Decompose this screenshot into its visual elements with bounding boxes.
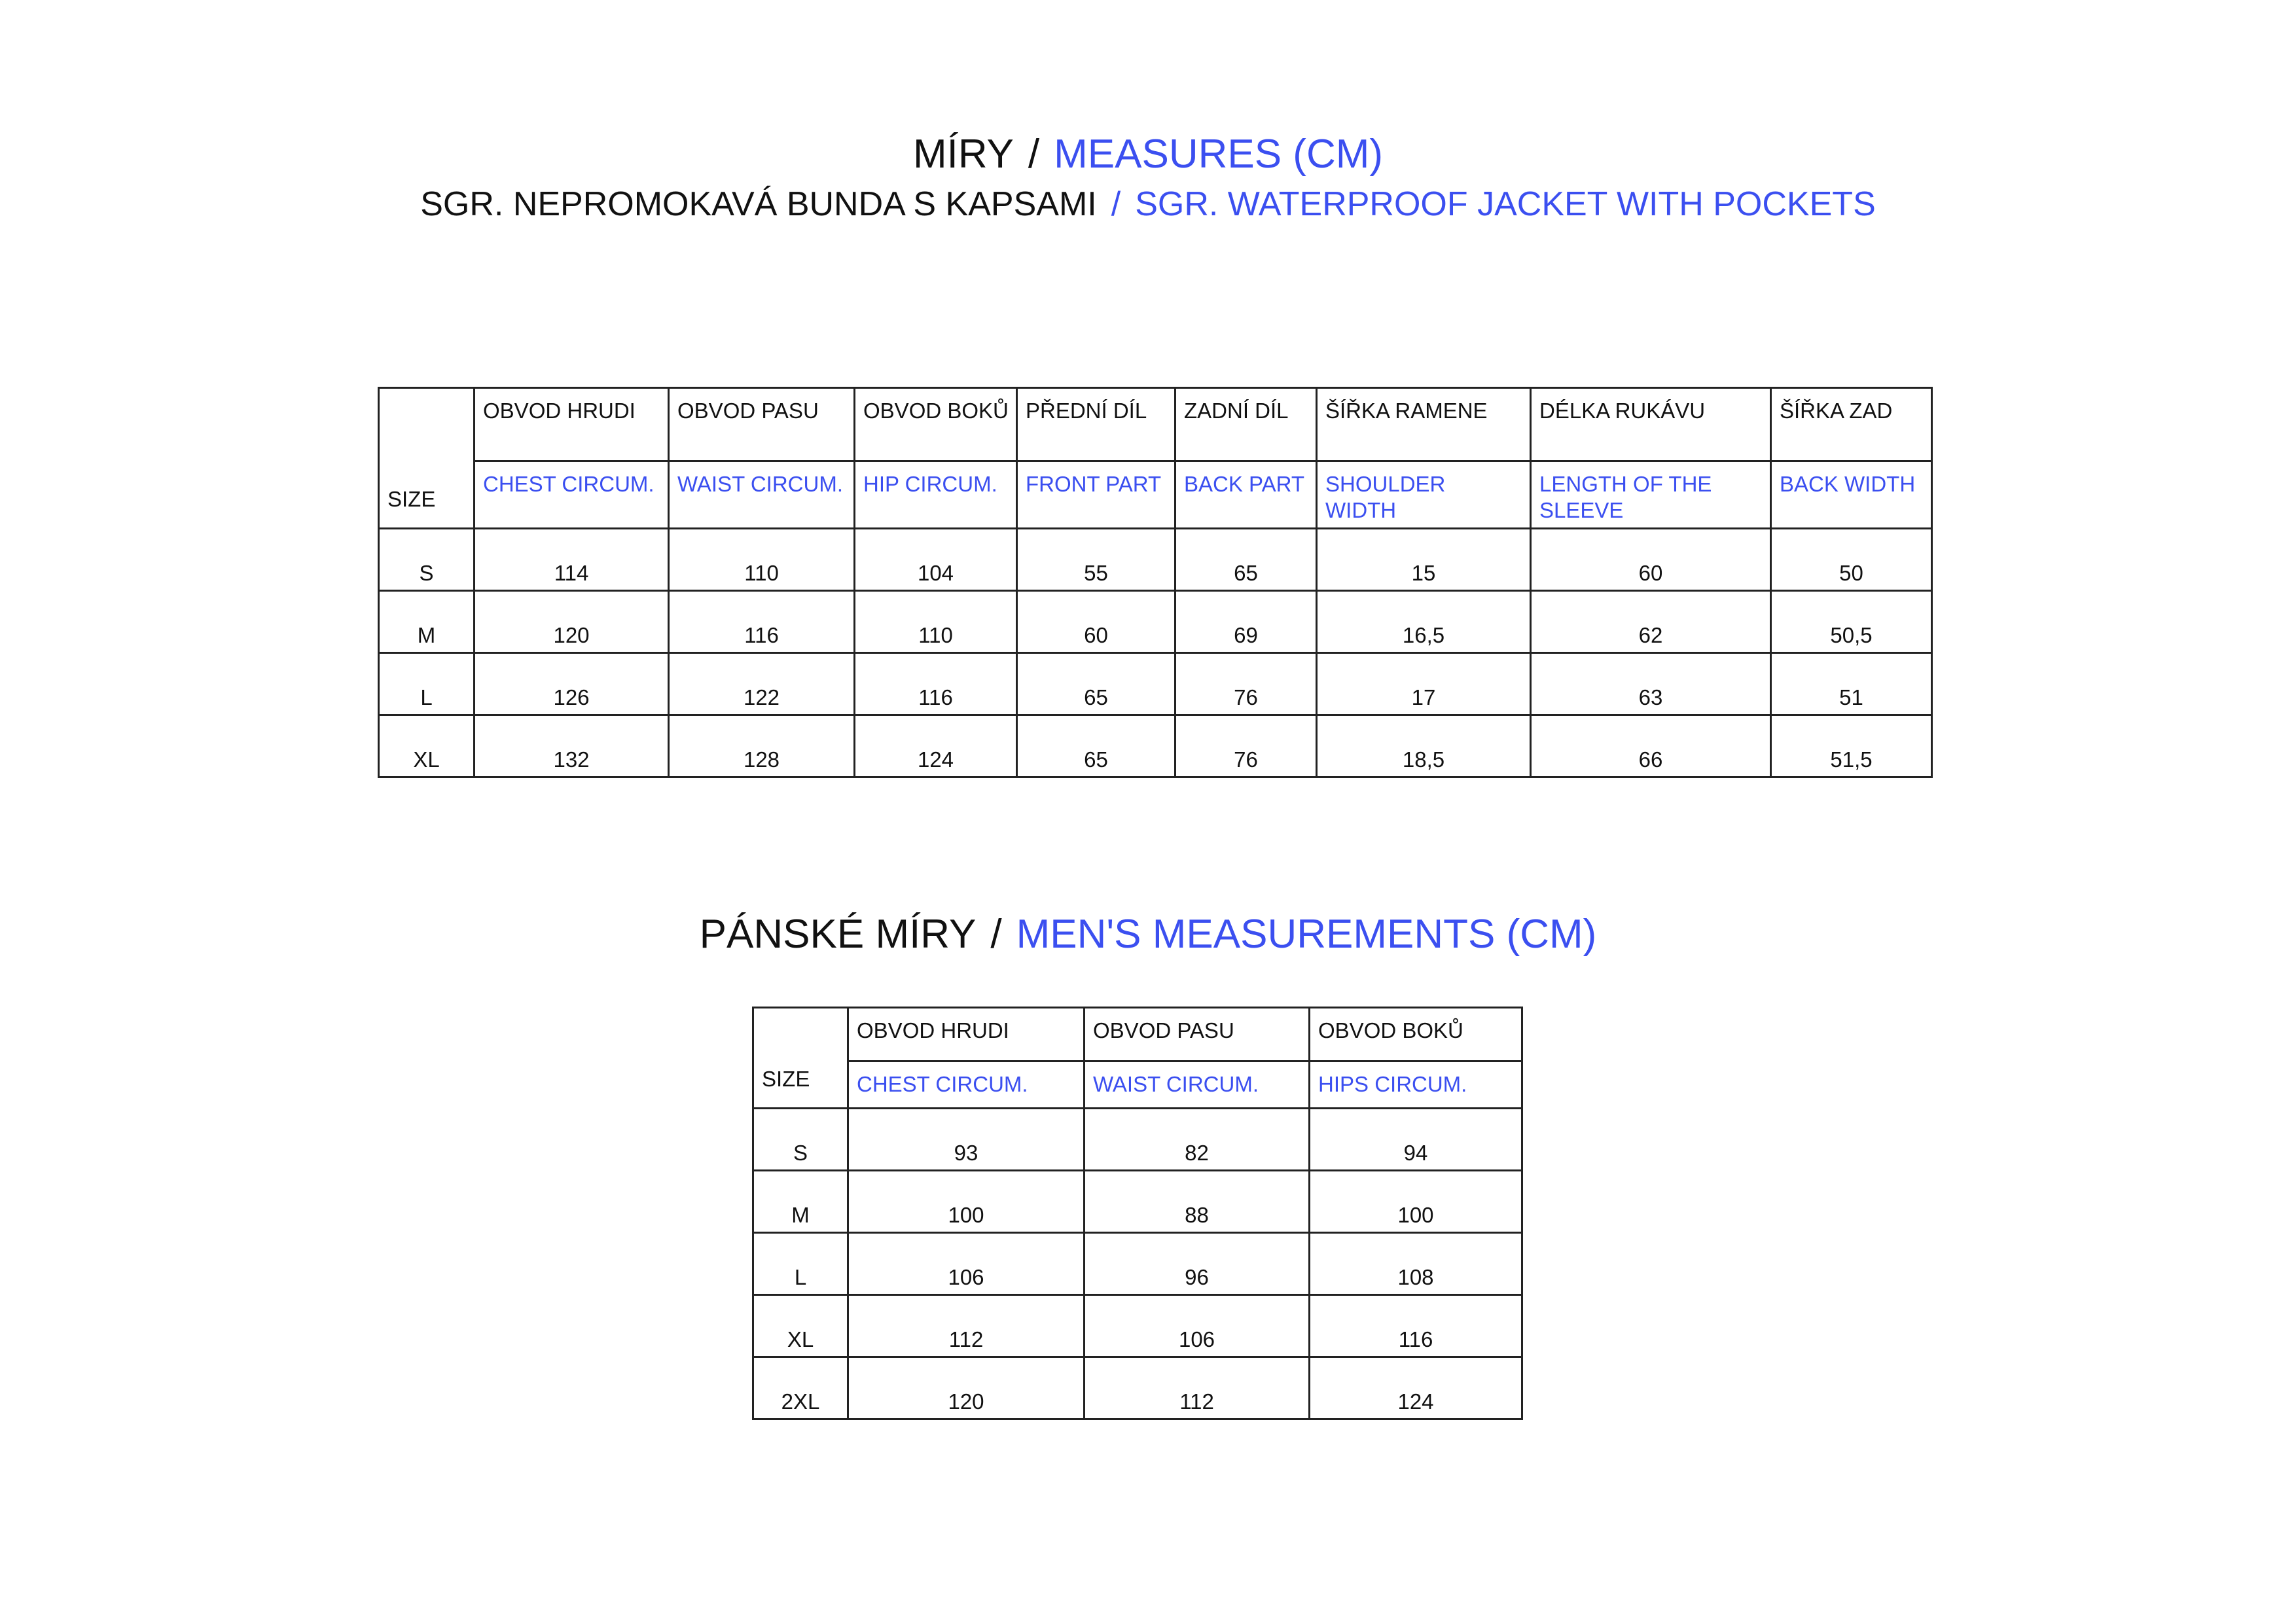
page-title [0, 131, 2296, 177]
men-size-table [752, 1007, 1523, 1420]
table-cell: 65 [1175, 529, 1317, 591]
table-cell: 112 [1085, 1357, 1310, 1419]
column-header-cz: OBVOD PASU [669, 388, 855, 461]
table-cell: 116 [855, 653, 1017, 715]
column-header-en: BACK WIDTH [1771, 461, 1932, 529]
table-cell: 116 [669, 591, 855, 653]
jacket-size-table [378, 387, 1933, 778]
table-cell: 65 [1017, 715, 1175, 777]
table-cell: 60 [1531, 529, 1771, 591]
column-header-cz: OBVOD HRUDI [475, 388, 669, 461]
table-cell: 50 [1771, 529, 1932, 591]
size-label: XL [753, 1295, 848, 1357]
size-header: SIZE [753, 1008, 848, 1109]
table-row [753, 1171, 1522, 1233]
table-cell: 100 [848, 1171, 1085, 1233]
column-header-cz: OBVOD BOKŮ [1310, 1008, 1522, 1061]
size-label: 2XL [753, 1357, 848, 1419]
size-label: XL [379, 715, 475, 777]
title-en: MEASURES (CM) [1054, 132, 1384, 177]
column-header-cz: PŘEDNÍ DÍL [1017, 388, 1175, 461]
table-cell: 108 [1310, 1233, 1522, 1295]
title-cz: MÍRY [912, 132, 1014, 177]
table-cell: 50,5 [1771, 591, 1932, 653]
table-cell: 16,5 [1317, 591, 1531, 653]
table-cell: 88 [1085, 1171, 1310, 1233]
table-cell: 94 [1310, 1109, 1522, 1171]
table-cell: 51 [1771, 653, 1932, 715]
size-label: L [379, 653, 475, 715]
table-cell: 76 [1175, 715, 1317, 777]
table-row [753, 1295, 1522, 1357]
table-cell: 124 [1310, 1357, 1522, 1419]
table-cell: 106 [1085, 1295, 1310, 1357]
column-header-cz: DÉLKA RUKÁVU [1531, 388, 1771, 461]
size-label: L [753, 1233, 848, 1295]
men-title-cz: PÁNSKÉ MÍRY [699, 912, 977, 957]
column-header-en: WAIST CIRCUM. [1085, 1061, 1310, 1109]
table-cell: 100 [1310, 1171, 1522, 1233]
column-header-en: SHOULDER WIDTH [1317, 461, 1531, 529]
table-cell: 55 [1017, 529, 1175, 591]
table-cell: 18,5 [1317, 715, 1531, 777]
size-label: M [379, 591, 475, 653]
product-cz: SGR. NEPROMOKAVÁ BUNDA S KAPSAMI [420, 185, 1097, 223]
size-label: M [753, 1171, 848, 1233]
table-cell: 120 [475, 591, 669, 653]
column-header-cz: ZADNÍ DÍL [1175, 388, 1317, 461]
table-cell: 120 [848, 1357, 1085, 1419]
column-header-en: HIP CIRCUM. [855, 461, 1017, 529]
table-cell: 110 [855, 591, 1017, 653]
column-header-en: CHEST CIRCUM. [848, 1061, 1085, 1109]
column-header-cz: OBVOD HRUDI [848, 1008, 1085, 1061]
table-cell: 69 [1175, 591, 1317, 653]
title-separator: / [1028, 132, 1040, 177]
table-cell: 122 [669, 653, 855, 715]
table-cell: 65 [1017, 653, 1175, 715]
column-header-en: HIPS CIRCUM. [1310, 1061, 1522, 1109]
table-cell: 51,5 [1771, 715, 1932, 777]
table-cell: 76 [1175, 653, 1317, 715]
table-row [379, 653, 1932, 715]
table-cell: 106 [848, 1233, 1085, 1295]
men-title-en: MEN'S MEASUREMENTS (CM) [1016, 912, 1597, 957]
table-row [379, 591, 1932, 653]
column-header-en: BACK PART [1175, 461, 1317, 529]
table-cell: 132 [475, 715, 669, 777]
column-header-cz: ŠÍŘKA ZAD [1771, 388, 1932, 461]
column-header-en: LENGTH OF THE SLEEVE [1531, 461, 1771, 529]
size-label: S [379, 529, 475, 591]
column-header-en: FRONT PART [1017, 461, 1175, 529]
size-header: SIZE [379, 388, 475, 529]
column-header-cz: OBVOD PASU [1085, 1008, 1310, 1061]
table-row [379, 715, 1932, 777]
product-separator: / [1111, 185, 1121, 223]
table-cell: 82 [1085, 1109, 1310, 1171]
table-cell: 112 [848, 1295, 1085, 1357]
table-cell: 126 [475, 653, 669, 715]
table-cell: 93 [848, 1109, 1085, 1171]
table-cell: 116 [1310, 1295, 1522, 1357]
column-header-en: WAIST CIRCUM. [669, 461, 855, 529]
table-cell: 104 [855, 529, 1017, 591]
table-row [753, 1357, 1522, 1419]
column-header-cz: ŠÍŘKA RAMENE [1317, 388, 1531, 461]
table-cell: 110 [669, 529, 855, 591]
column-header-cz: OBVOD BOKŮ [855, 388, 1017, 461]
table-cell: 114 [475, 529, 669, 591]
table-row [753, 1109, 1522, 1171]
product-title [0, 185, 2296, 224]
table-cell: 124 [855, 715, 1017, 777]
column-header-en: CHEST CIRCUM. [475, 461, 669, 529]
table-cell: 62 [1531, 591, 1771, 653]
table-cell: 60 [1017, 591, 1175, 653]
product-en: SGR. WATERPROOF JACKET WITH POCKETS [1135, 185, 1876, 223]
table-cell: 96 [1085, 1233, 1310, 1295]
table-cell: 17 [1317, 653, 1531, 715]
men-section-title [0, 911, 2296, 957]
table-row [753, 1233, 1522, 1295]
table-cell: 15 [1317, 529, 1531, 591]
size-label: S [753, 1109, 848, 1171]
men-title-separator: / [990, 912, 1002, 957]
table-cell: 63 [1531, 653, 1771, 715]
table-row [379, 529, 1932, 591]
table-cell: 66 [1531, 715, 1771, 777]
table-cell: 128 [669, 715, 855, 777]
